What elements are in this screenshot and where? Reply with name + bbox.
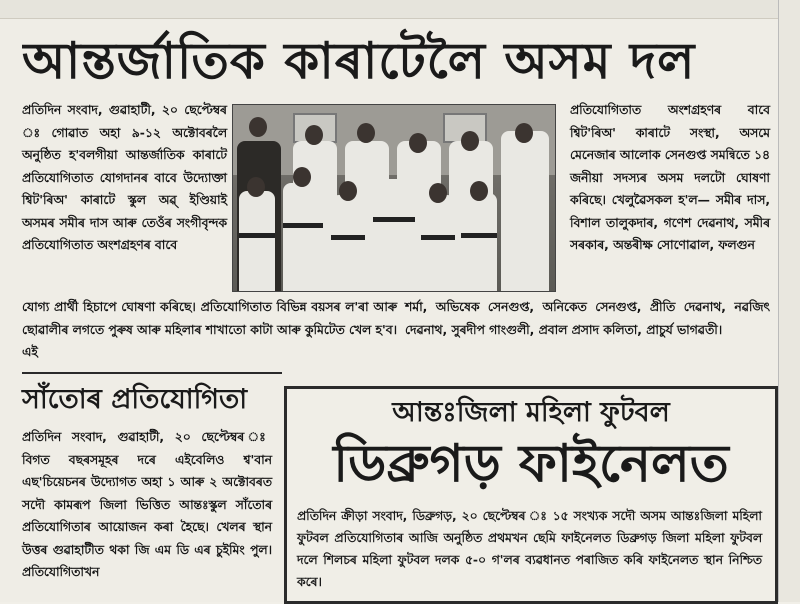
photo-person: [421, 195, 455, 291]
photo-head: [515, 123, 533, 143]
article3-kicker: আন্তঃজিলা মহিলা ফুটবল: [392, 397, 670, 428]
photo-head: [339, 181, 357, 201]
photo-belt: [373, 217, 415, 222]
photo-belt: [331, 235, 365, 240]
photo-head: [305, 125, 323, 145]
article1-right-column: প্ৰতিযোগিতাত অংশগ্ৰহণৰ বাবে শ্বিট'ৰিঅ' কাৰাটে সংস্থা, অসমে মেনেজাৰ আলোক সেনগুপ্ত সমন্বিতে ১৪ জনীয়া সদস্যৰ অসম দলটো ঘোষণা কৰিছে। খেলুৱৈসকল হ'ল— সমীৰ দাস, বিশাল তালুকদাৰ, গণেশ দেৱনাথ, সমীৰ সৰকাৰ, অন্তৰীক্ষ সোণোৱাল, ফলগুন: [570, 103, 770, 252]
photo-head: [461, 131, 479, 151]
photo-head: [470, 181, 488, 201]
photo-head: [429, 183, 447, 203]
article2-title: সাঁতোৰ প্ৰতিযোগিতা: [22, 384, 248, 415]
top-strip: [0, 0, 800, 19]
article3-body: প্ৰতিদিন ক্ৰীড়া সংবাদ, ডিব্ৰুগড়, ২০ ছেপ্টেম্বৰ ঃ ১৫ সংখ্যক সদৌ অসম আন্তঃজিলা মহিলা ফুটবল প্ৰতিযোগিতাৰ আজি অনুষ্ঠিত প্ৰথমখন ছেমি ফাইনেলত ডিব্ৰুগড় জিলা মহিলা ফুটবল দলে শিলচৰ মহিলা ফুটবল দলক ৫-০ গ'লৰ ব্যৱধানত পৰাজিত কৰি ফাইনেলত স্থান নিশ্চিত কৰে।: [297, 509, 762, 589]
photo-belt: [239, 233, 275, 238]
photo-head: [247, 177, 265, 197]
photo-belt: [283, 223, 323, 228]
photo-belt: [421, 235, 455, 240]
photo-head: [249, 117, 267, 137]
photo-head: [293, 167, 311, 187]
photo-person: [283, 183, 323, 291]
article3-title: ডিব্ৰুগড় ফাইনেলত: [333, 433, 729, 494]
photo-head: [409, 133, 427, 153]
article1-under-photo: শৰ্মা, অভিষেক সেনগুপ্ত, অনিকেত সেনগুপ্ত, প্ৰীতি দেৱনাথ, নৱজিৎ দেৱনাথ, সুৰদীপ গাংগুলী, প্ৰবাল প্ৰসাদ কলিতা, প্ৰাচুৰ্য ভাগৱতী।: [405, 300, 770, 337]
adjacent-column-edge: [778, 0, 800, 602]
photo-belt: [461, 233, 497, 238]
photo-person: [461, 193, 497, 291]
football-news-box: [284, 386, 778, 604]
photo-person: [501, 131, 549, 291]
article2-body: প্ৰতিদিন সংবাদ, গুৱাহাটী, ২০ ছেপ্টেম্বৰ ঃ বিগত বছৰসমূহৰ দৰে এইবেলিও শ্ব'বান এছ'চিয়েচনৰ উদ্যোগত অহা ১ আৰু ২ অক্টোবৰত সদৌ কামৰূপ জিলা ভিত্তিত আন্তঃস্কুল সাঁতোৰ প্ৰতিযোগিতাৰ আয়োজন কৰা হৈছে। খেলৰ স্থান উত্তৰ গুৱাহাটীত থকা জি এম ডি এৰ চুইমিং পুল। প্ৰতিযোগিতাখন: [22, 430, 272, 579]
section-divider: [22, 372, 282, 374]
karate-team-photo: [232, 104, 556, 292]
headline: আন্তৰ্জাতিক কাৰাটেলৈ অসম দল: [22, 31, 696, 90]
photo-head: [357, 123, 375, 143]
article1-continuation: যোগ্য প্ৰাৰ্থী হিচাপে ঘোষণা কৰিছে। প্ৰতিযোগিতাত বিভিন্ন বয়সৰ ল'ৰা আৰু ছোৱালীৰ লগতে পুৰুষ আৰু মহিলাৰ শাখাতো কাটা আৰু কুমিটেত খেল হ'ব। এই: [22, 300, 397, 359]
photo-person: [373, 179, 415, 291]
photo-person: [239, 191, 275, 291]
article1-left-column: প্ৰতিদিন সংবাদ, গুৱাহাটী, ২০ ছেপ্টেম্বৰ ঃ গোৱাত অহা ৯-১২ অক্টোবৰলৈ অনুষ্ঠিত হ'বলগীয়া আন্তৰ্জাতিক কাৰাটে প্ৰতিযোগিতাত যোগদানৰ বাবে উদ্যোক্তা শ্বিট'ৰিঅ' কাৰাটে স্কুল অৱ্ ইণ্ডিয়াই অসমৰ সমীৰ দাস আৰু তেওঁৰ সংগীবৃন্দক প্ৰতিযোগিতাত অংশগ্ৰহণৰ বাবে: [22, 103, 227, 252]
photo-person: [331, 195, 365, 291]
